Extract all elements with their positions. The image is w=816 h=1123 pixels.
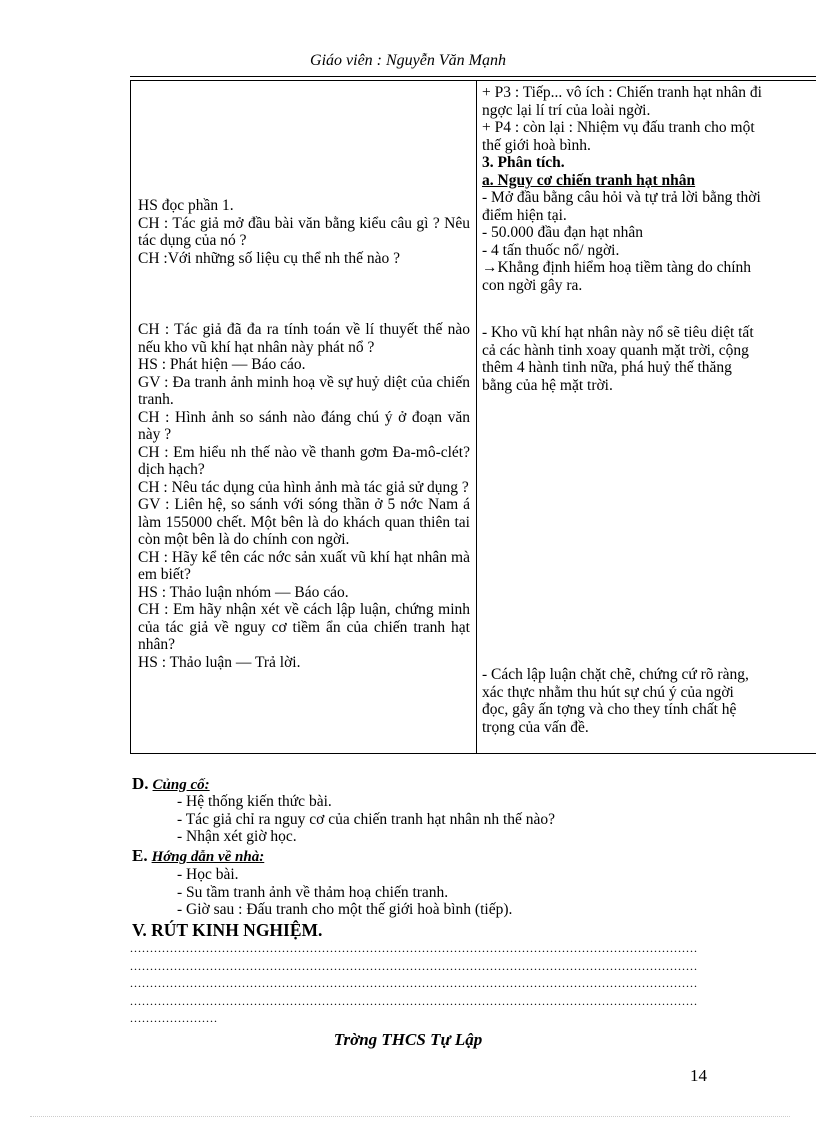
right-line: con ngời gây ra. <box>482 276 583 294</box>
right-line: + P4 : còn lại : Nhiệm vụ đấu tranh cho một <box>482 119 755 136</box>
section-e-title: Hớng dẫn về nhà: <box>151 849 265 865</box>
right-block-kho <box>482 324 816 394</box>
section-e-label: E. <box>132 846 148 865</box>
dotted-line: .............................................................................................................................................. <box>130 941 698 955</box>
section-e-heading <box>132 846 264 866</box>
left-line: GV : Liên hệ, so sánh với sóng thần ở 5 nớc Nam á làm 155000 chết. Một bên là do khách quan thiên tai còn một bên là do chính con ngời. <box>138 496 470 548</box>
right-line: - Kho vũ khí hạt nhân này nổ sẽ tiêu diệt tất <box>482 324 754 341</box>
list-item: - Tác giả chỉ ra nguy cơ của chiến tranh hạt nhân nh thế nào? <box>177 810 556 828</box>
section-d-label: D. <box>132 774 149 793</box>
left-line: HS đọc phần 1. <box>138 197 234 214</box>
list-item: - Giờ sau : Đấu tranh cho một thế giới hoà bình (tiếp). <box>177 901 513 918</box>
section-d-title: Củng cố: <box>152 777 210 793</box>
left-line: CH : Nêu tác dụng của hình ảnh mà tác giả sử dụng ? <box>138 478 469 496</box>
right-line: thêm 4 hành tinh nữa, phá huỷ thế thăng <box>482 359 732 376</box>
right-block-argument <box>482 666 816 736</box>
list-item: - Su tầm tranh ảnh về thảm hoạ chiến tranh. <box>177 883 449 901</box>
left-line: CH : Em hãy nhận xét về cách lập luận, chứng minh của tác giả về nguy cơ tiềm ẩn của chiến tranh hạt nhân? <box>138 601 470 653</box>
right-line: - 50.000 đầu đạn hạt nhân <box>482 224 643 241</box>
section-3-heading: 3. Phân tích. <box>482 154 565 171</box>
right-line: bằng của hệ mặt trời. <box>482 376 613 394</box>
right-line: xác thực nhằm thu hút sự chú ý của ngời <box>482 683 734 701</box>
header-rule <box>130 76 816 77</box>
right-line: - Cách lập luận chặt chẽ, chứng cứ rõ ràng, <box>482 666 749 683</box>
right-line: điểm hiện tại. <box>482 206 567 224</box>
left-line: HS : Thảo luận nhóm — Báo cáo. <box>138 583 349 601</box>
section-e-list <box>177 866 512 919</box>
left-line: CH : Hãy kể tên các nớc sản xuất vũ khí hạt nhân mà em biết? <box>138 548 470 583</box>
page-number: 14 <box>690 1066 707 1085</box>
section-v-title: V. RÚT KINH NGHIỆM. <box>132 920 323 940</box>
dotted-line: ...................... <box>130 1011 218 1025</box>
right-line: cả các hành tinh xoay quanh mặt trời, cộng <box>482 341 749 359</box>
page-bottom-edge <box>30 1116 790 1117</box>
dotted-line: .............................................................................................................................................. <box>130 976 698 990</box>
left-block-reading <box>138 197 470 267</box>
right-line: ngợc lại lí trí của loài ngời. <box>482 101 651 119</box>
right-line: - Mở đầu bằng câu hỏi và tự trả lời bằng thời <box>482 189 761 206</box>
left-line: CH : Tác giả mở đầu bài văn bằng kiểu câu gì ? Nêu tác dụng của nó ? <box>138 214 470 249</box>
section-d-list <box>177 793 555 846</box>
page-footer: Trờng THCS Tự Lập <box>333 1030 483 1049</box>
arrow-icon: → <box>482 259 498 276</box>
dotted-line: .............................................................................................................................................. <box>130 993 698 1008</box>
left-line: CH : Em hiểu nh thế nào về thanh gơm Đa-mô-clét? dịch hạch? <box>138 443 470 478</box>
dotted-line: .............................................................................................................................................. <box>130 958 698 973</box>
list-item: - Hệ thống kiến thức bài. <box>177 793 332 810</box>
list-item: - Học bài. <box>177 866 239 883</box>
right-line: - 4 tấn thuốc nổ/ ngời. <box>482 241 620 259</box>
right-line: thế giới hoà bình. <box>482 136 591 154</box>
left-line: CH :Với những số liệu cụ thể nh thế nào ? <box>138 249 400 267</box>
list-item: - Nhận xét giờ học. <box>177 828 297 845</box>
left-line: CH : Hình ảnh so sánh nào đáng chú ý ở đoạn văn này ? <box>138 408 470 443</box>
right-line: →Khẳng định hiểm hoạ tiềm tàng do chính <box>482 259 752 276</box>
right-block-parts <box>482 84 816 294</box>
right-line: + P3 : Tiếp... vô ích : Chiến tranh hạt nhân đi <box>482 84 762 101</box>
notes-dotted-lines <box>130 940 770 1028</box>
section-d-heading <box>132 774 210 794</box>
left-block-questions <box>138 321 470 671</box>
left-line: HS : Phát hiện — Báo cáo. <box>138 356 306 373</box>
left-line: HS : Thảo luận — Trả lời. <box>138 653 301 671</box>
left-line: CH : Tác giả đã đa ra tính toán về lí thuyết thế nào nếu kho vũ khí hạt nhân này phát nổ ? <box>138 321 470 356</box>
left-line: GV : Đa tranh ảnh minh hoạ về sự huỷ diệt của chiến tranh. <box>138 373 470 408</box>
right-line: trọng của vấn đề. <box>482 718 589 736</box>
page-header: Giáo viên : Nguyễn Văn Mạnh <box>310 52 506 69</box>
column-divider <box>476 80 477 754</box>
section-a-heading: a. Nguy cơ chiến tranh hạt nhân <box>482 171 696 189</box>
right-line: đọc, gây ấn tợng và cho they tính chất hệ <box>482 701 737 718</box>
